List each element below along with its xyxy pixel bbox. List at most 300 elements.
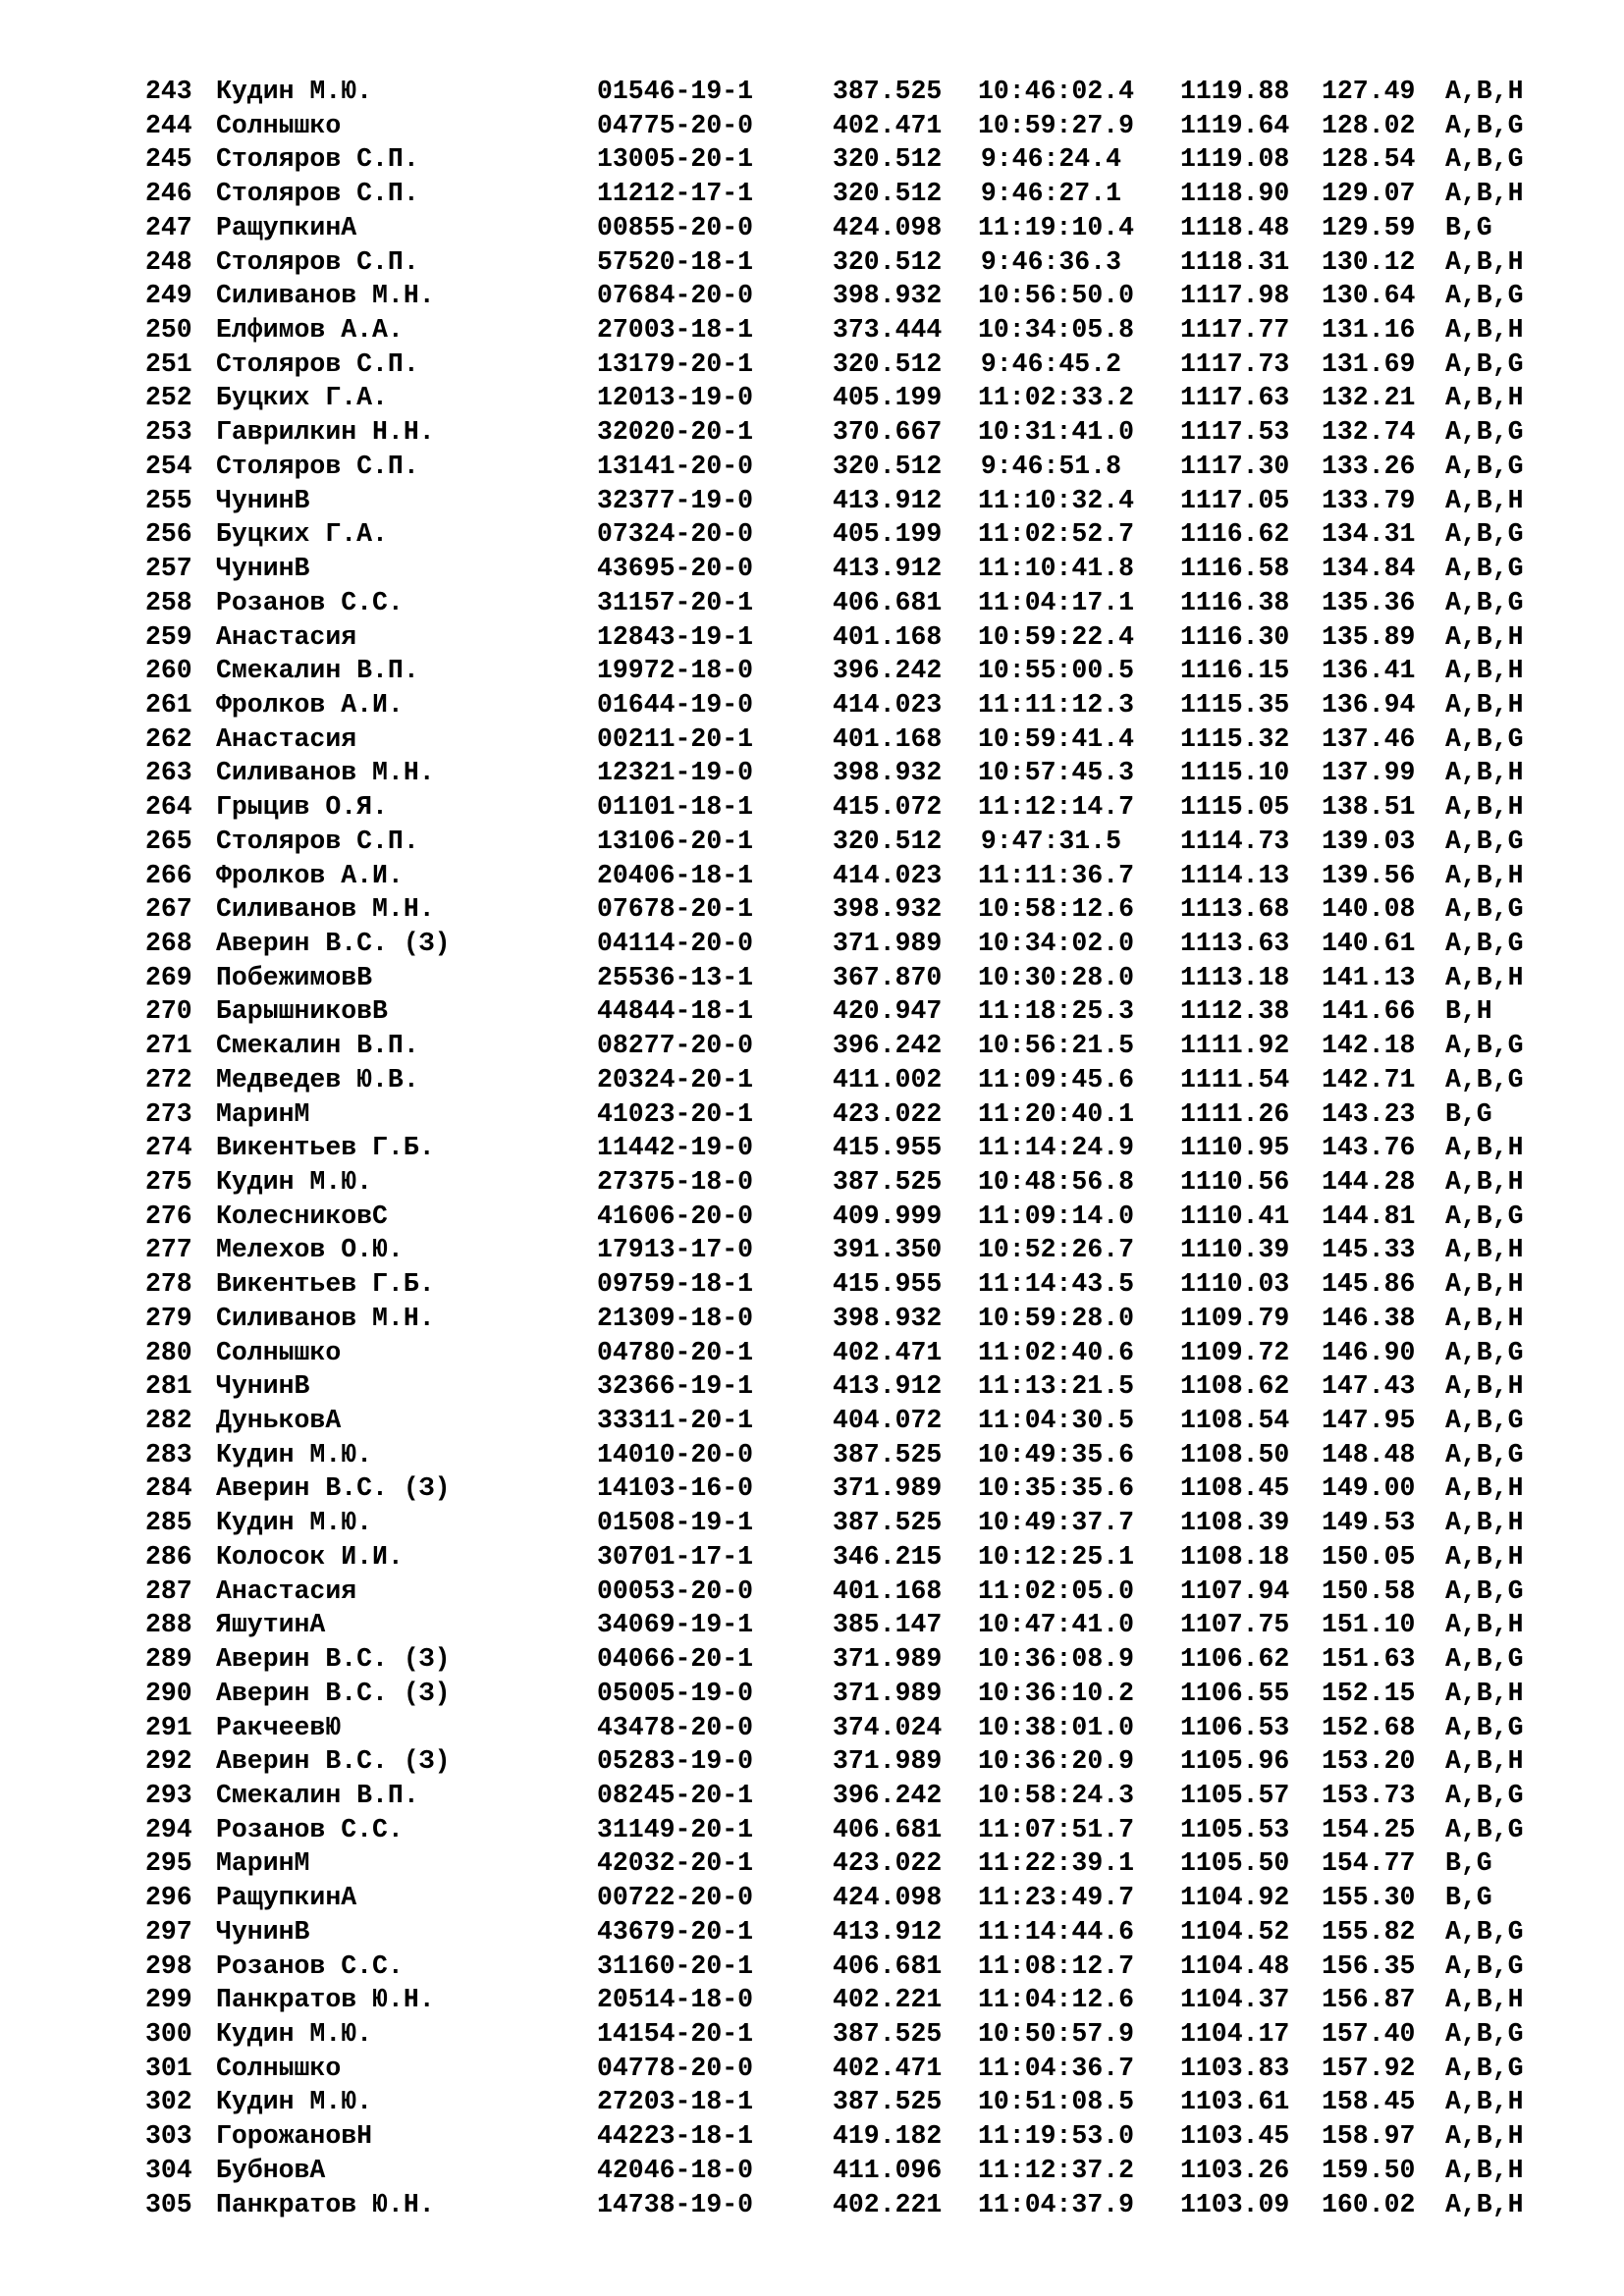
- classes: A,B,G: [1445, 587, 1524, 617]
- table-row: [145, 1029, 1559, 1063]
- points: 133.26: [1322, 451, 1416, 481]
- ring-number: 17913-17-0: [597, 1235, 754, 1265]
- fancier-name: Аверин В.С. (З): [216, 928, 451, 958]
- fancier-name: Анастасия: [216, 621, 357, 652]
- table-row: [145, 1949, 1559, 1984]
- row-number: 277: [145, 1235, 192, 1265]
- arrival-time: 10:59:27.9: [978, 110, 1135, 140]
- points: 147.43: [1322, 1371, 1416, 1402]
- speed: 1107.94: [1180, 1575, 1290, 1606]
- table-row: [145, 1336, 1559, 1370]
- arrival-time: 11:11:12.3: [978, 689, 1135, 720]
- points: 157.92: [1322, 2053, 1416, 2083]
- ring-number: 43695-20-0: [597, 554, 754, 584]
- speed: 1104.17: [1180, 2018, 1290, 2049]
- fancier-name: РащупкинА: [216, 212, 357, 242]
- distance: 401.168: [833, 1575, 943, 1606]
- points: 139.03: [1322, 826, 1416, 856]
- ring-number: 31157-20-1: [597, 587, 754, 617]
- classes: A,B,G: [1445, 144, 1524, 175]
- table-row: [145, 654, 1559, 688]
- row-number: 258: [145, 587, 192, 617]
- points: 156.87: [1322, 1985, 1416, 2015]
- speed: 1111.54: [1180, 1064, 1290, 1095]
- fancier-name: Анастасия: [216, 1575, 357, 1606]
- table-row: [145, 2154, 1559, 2188]
- classes: A,B,G: [1445, 1814, 1524, 1844]
- fancier-name: ЧунинВ: [216, 1916, 310, 1947]
- distance: 404.072: [833, 1406, 943, 1436]
- speed: 1103.45: [1180, 2121, 1290, 2152]
- classes: A,B,H: [1445, 1473, 1524, 1504]
- classes: A,B,H: [1445, 2087, 1524, 2117]
- distance: 420.947: [833, 996, 943, 1027]
- fancier-name: Смекалин В.П.: [216, 656, 419, 686]
- table-row: [145, 450, 1559, 484]
- points: 136.94: [1322, 689, 1416, 720]
- distance: 320.512: [833, 179, 943, 209]
- classes: A,B,H: [1445, 1371, 1524, 1402]
- speed: 1119.88: [1180, 77, 1290, 106]
- fancier-name: Аверин В.С. (З): [216, 1473, 451, 1504]
- ring-number: 57520-18-1: [597, 246, 754, 277]
- fancier-name: Мелехов О.Ю.: [216, 1235, 404, 1265]
- row-number: 283: [145, 1439, 192, 1469]
- arrival-time: 11:09:45.6: [978, 1064, 1135, 1095]
- classes: A,B,H: [1445, 179, 1524, 209]
- distance: 402.471: [833, 2053, 943, 2083]
- fancier-name: Столяров С.П.: [216, 451, 419, 481]
- ring-number: 04775-20-0: [597, 110, 754, 140]
- points: 147.95: [1322, 1406, 1416, 1436]
- distance: 415.072: [833, 792, 943, 823]
- table-row: [145, 2085, 1559, 2119]
- row-number: 305: [145, 2189, 192, 2219]
- arrival-time: 11:10:41.8: [978, 554, 1135, 584]
- distance: 320.512: [833, 826, 943, 856]
- classes: A,B,G: [1445, 894, 1524, 925]
- speed: 1118.48: [1180, 212, 1290, 242]
- speed: 1117.77: [1180, 315, 1290, 346]
- ring-number: 31160-20-1: [597, 1950, 754, 1981]
- points: 144.81: [1322, 1201, 1416, 1231]
- points: 152.15: [1322, 1678, 1416, 1708]
- fancier-name: ПобежимовВ: [216, 962, 373, 992]
- speed: 1108.18: [1180, 1541, 1290, 1572]
- distance: 413.912: [833, 1916, 943, 1947]
- table-row: [145, 2188, 1559, 2222]
- arrival-time: 11:04:12.6: [978, 1985, 1135, 2015]
- distance: 320.512: [833, 246, 943, 277]
- points: 153.20: [1322, 1746, 1416, 1777]
- table-row: [145, 1540, 1559, 1575]
- arrival-time: 11:11:36.7: [978, 860, 1135, 890]
- arrival-time: 10:59:28.0: [978, 1303, 1135, 1333]
- row-number: 247: [145, 212, 192, 242]
- table-row: [145, 517, 1559, 552]
- speed: 1118.31: [1180, 246, 1290, 277]
- row-number: 284: [145, 1473, 192, 1504]
- ring-number: 08245-20-1: [597, 1780, 754, 1810]
- table-row: [145, 1608, 1559, 1642]
- distance: 402.221: [833, 2189, 943, 2219]
- distance: 402.471: [833, 110, 943, 140]
- table-row: [145, 790, 1559, 825]
- ring-number: 13106-20-1: [597, 826, 754, 856]
- distance: 413.912: [833, 485, 943, 515]
- classes: A,B,H: [1445, 792, 1524, 823]
- table-row: [145, 1744, 1559, 1779]
- distance: 413.912: [833, 554, 943, 584]
- distance: 385.147: [833, 1610, 943, 1640]
- fancier-name: Панкратов Ю.Н.: [216, 2189, 435, 2219]
- table-row: [145, 313, 1559, 347]
- fancier-name: МаринМ: [216, 1098, 310, 1129]
- arrival-time: 10:56:21.5: [978, 1031, 1135, 1061]
- arrival-time: 10:55:00.5: [978, 656, 1135, 686]
- classes: A,B,H: [1445, 1269, 1524, 1300]
- table-row: [145, 586, 1559, 620]
- points: 139.56: [1322, 860, 1416, 890]
- classes: A,B,H: [1445, 962, 1524, 992]
- arrival-time: 11:19:10.4: [978, 212, 1135, 242]
- fancier-name: Гаврилкин Н.Н.: [216, 417, 435, 448]
- fancier-name: Буцких Г.А.: [216, 383, 388, 413]
- row-number: 272: [145, 1064, 192, 1095]
- speed: 1107.75: [1180, 1610, 1290, 1640]
- distance: 367.870: [833, 962, 943, 992]
- points: 134.31: [1322, 519, 1416, 550]
- points: 134.84: [1322, 554, 1416, 584]
- ring-number: 31149-20-1: [597, 1814, 754, 1844]
- ring-number: 00722-20-0: [597, 1883, 754, 1913]
- speed: 1105.57: [1180, 1780, 1290, 1810]
- distance: 401.168: [833, 621, 943, 652]
- points: 155.30: [1322, 1883, 1416, 1913]
- ring-number: 04778-20-0: [597, 2053, 754, 2083]
- speed: 1103.26: [1180, 2155, 1290, 2185]
- ring-number: 14010-20-0: [597, 1439, 754, 1469]
- arrival-time: 11:08:12.7: [978, 1950, 1135, 1981]
- row-number: 302: [145, 2087, 192, 2117]
- ring-number: 04114-20-0: [597, 928, 754, 958]
- speed: 1117.30: [1180, 451, 1290, 481]
- table-row: [145, 961, 1559, 995]
- arrival-time: 10:52:26.7: [978, 1235, 1135, 1265]
- distance: 320.512: [833, 451, 943, 481]
- fancier-name: Панкратов Ю.Н.: [216, 1985, 435, 2015]
- speed: 1117.05: [1180, 485, 1290, 515]
- points: 135.36: [1322, 587, 1416, 617]
- classes: A,B,H: [1445, 1610, 1524, 1640]
- distance: 371.989: [833, 1678, 943, 1708]
- speed: 1115.35: [1180, 689, 1290, 720]
- classes: A,B,G: [1445, 1644, 1524, 1675]
- arrival-time: 10:31:41.0: [978, 417, 1135, 448]
- arrival-time: 9:46:24.4: [980, 144, 1121, 175]
- distance: 373.444: [833, 315, 943, 346]
- distance: 320.512: [833, 348, 943, 379]
- classes: A,B,G: [1445, 1950, 1524, 1981]
- distance: 371.989: [833, 1746, 943, 1777]
- speed: 1110.56: [1180, 1167, 1290, 1197]
- speed: 1108.62: [1180, 1371, 1290, 1402]
- arrival-time: 10:51:08.5: [978, 2087, 1135, 2117]
- speed: 1118.90: [1180, 179, 1290, 209]
- row-number: 271: [145, 1031, 192, 1061]
- row-number: 274: [145, 1133, 192, 1163]
- row-number: 275: [145, 1167, 192, 1197]
- row-number: 290: [145, 1678, 192, 1708]
- fancier-name: Смекалин В.П.: [216, 1780, 419, 1810]
- fancier-name: Аверин В.С. (З): [216, 1678, 451, 1708]
- fancier-name: Колосок И.И.: [216, 1541, 404, 1572]
- distance: 387.525: [833, 1167, 943, 1197]
- classes: A,B,H: [1445, 2155, 1524, 2185]
- table-row: [145, 994, 1559, 1029]
- row-number: 297: [145, 1916, 192, 1947]
- points: 151.10: [1322, 1610, 1416, 1640]
- row-number: 303: [145, 2121, 192, 2152]
- table-row: [145, 1506, 1559, 1540]
- distance: 423.022: [833, 1098, 943, 1129]
- points: 157.40: [1322, 2018, 1416, 2049]
- classes: A,B,G: [1445, 348, 1524, 379]
- fancier-name: Грыцив О.Я.: [216, 792, 388, 823]
- points: 141.13: [1322, 962, 1416, 992]
- points: 151.63: [1322, 1644, 1416, 1675]
- speed: 1113.63: [1180, 928, 1290, 958]
- fancier-name: Викентьев Г.Б.: [216, 1269, 435, 1300]
- fancier-name: Смекалин В.П.: [216, 1031, 419, 1061]
- arrival-time: 11:22:39.1: [978, 1848, 1135, 1879]
- table-row: [145, 415, 1559, 450]
- classes: A,B,G: [1445, 110, 1524, 140]
- distance: 406.681: [833, 1950, 943, 1981]
- points: 140.61: [1322, 928, 1416, 958]
- ring-number: 07684-20-0: [597, 281, 754, 311]
- table-row: [145, 1369, 1559, 1404]
- table-row: [145, 1404, 1559, 1438]
- row-number: 243: [145, 77, 192, 106]
- arrival-time: 11:02:33.2: [978, 383, 1135, 413]
- ring-number: 32366-19-1: [597, 1371, 754, 1402]
- points: 160.02: [1322, 2189, 1416, 2219]
- distance: 398.932: [833, 281, 943, 311]
- distance: 411.096: [833, 2155, 943, 2185]
- ring-number: 25536-13-1: [597, 962, 754, 992]
- fancier-name: Кудин М.Ю.: [216, 1508, 373, 1538]
- speed: 1115.05: [1180, 792, 1290, 823]
- ring-number: 00855-20-0: [597, 212, 754, 242]
- table-row: [145, 1915, 1559, 1949]
- row-number: 294: [145, 1814, 192, 1844]
- row-number: 264: [145, 792, 192, 823]
- classes: A,B,G: [1445, 1439, 1524, 1469]
- table-row: [145, 1846, 1559, 1881]
- speed: 1116.62: [1180, 519, 1290, 550]
- ring-number: 13005-20-1: [597, 144, 754, 175]
- arrival-time: 9:46:51.8: [980, 451, 1121, 481]
- table-row: [145, 552, 1559, 586]
- distance: 320.512: [833, 144, 943, 175]
- speed: 1110.41: [1180, 1201, 1290, 1231]
- distance: 411.002: [833, 1064, 943, 1095]
- points: 128.02: [1322, 110, 1416, 140]
- points: 141.66: [1322, 996, 1416, 1027]
- speed: 1106.55: [1180, 1678, 1290, 1708]
- distance: 391.350: [833, 1235, 943, 1265]
- classes: A,B,G: [1445, 1780, 1524, 1810]
- distance: 387.525: [833, 1439, 943, 1469]
- points: 129.59: [1322, 212, 1416, 242]
- ring-number: 13179-20-1: [597, 348, 754, 379]
- row-number: 262: [145, 723, 192, 754]
- ring-number: 33311-20-1: [597, 1406, 754, 1436]
- points: 150.05: [1322, 1541, 1416, 1572]
- row-number: 249: [145, 281, 192, 311]
- distance: 371.989: [833, 1473, 943, 1504]
- fancier-name: Розанов С.С.: [216, 587, 404, 617]
- table-row: [145, 2017, 1559, 2052]
- distance: 423.022: [833, 1848, 943, 1879]
- arrival-time: 11:20:40.1: [978, 1098, 1135, 1129]
- arrival-time: 10:36:08.9: [978, 1644, 1135, 1675]
- fancier-name: КолесниковС: [216, 1201, 388, 1231]
- row-number: 251: [145, 348, 192, 379]
- ring-number: 41023-20-1: [597, 1098, 754, 1129]
- fancier-name: Столяров С.П.: [216, 144, 419, 175]
- ring-number: 13141-20-0: [597, 451, 754, 481]
- classes: A,B,G: [1445, 281, 1524, 311]
- arrival-time: 10:36:10.2: [978, 1678, 1135, 1708]
- distance: 398.932: [833, 894, 943, 925]
- table-row: [145, 1097, 1559, 1132]
- points: 159.50: [1322, 2155, 1416, 2185]
- arrival-time: 11:19:53.0: [978, 2121, 1135, 2152]
- speed: 1110.39: [1180, 1235, 1290, 1265]
- speed: 1116.15: [1180, 656, 1290, 686]
- ring-number: 07324-20-0: [597, 519, 754, 550]
- speed: 1116.58: [1180, 554, 1290, 584]
- arrival-time: 11:13:21.5: [978, 1371, 1135, 1402]
- row-number: 250: [145, 315, 192, 346]
- speed: 1105.96: [1180, 1746, 1290, 1777]
- arrival-time: 10:46:02.4: [978, 77, 1135, 106]
- fancier-name: ЧунинВ: [216, 1371, 310, 1402]
- arrival-time: 11:04:17.1: [978, 587, 1135, 617]
- classes: A,B,H: [1445, 1541, 1524, 1572]
- points: 131.69: [1322, 348, 1416, 379]
- table-row: [145, 279, 1559, 313]
- table-row: [145, 927, 1559, 961]
- row-number: 244: [145, 110, 192, 140]
- arrival-time: 11:02:52.7: [978, 519, 1135, 550]
- distance: 406.681: [833, 587, 943, 617]
- points: 132.21: [1322, 383, 1416, 413]
- fancier-name: Силиванов М.Н.: [216, 281, 435, 311]
- ring-number: 05283-19-0: [597, 1746, 754, 1777]
- table-row: [145, 1438, 1559, 1472]
- points: 136.41: [1322, 656, 1416, 686]
- row-number: 266: [145, 860, 192, 890]
- classes: A,B,G: [1445, 1916, 1524, 1947]
- classes: A,B,G: [1445, 554, 1524, 584]
- ring-number: 21309-18-0: [597, 1303, 754, 1333]
- points: 133.79: [1322, 485, 1416, 515]
- classes: B,G: [1445, 1883, 1492, 1913]
- classes: A,B,G: [1445, 723, 1524, 754]
- row-number: 260: [145, 656, 192, 686]
- fancier-name: Силиванов М.Н.: [216, 1303, 435, 1333]
- table-row: [145, 1165, 1559, 1200]
- ring-number: 08277-20-0: [597, 1031, 754, 1061]
- speed: 1105.53: [1180, 1814, 1290, 1844]
- row-number: 282: [145, 1406, 192, 1436]
- distance: 424.098: [833, 1883, 943, 1913]
- table-row: [145, 142, 1559, 177]
- points: 146.38: [1322, 1303, 1416, 1333]
- ring-number: 27003-18-1: [597, 315, 754, 346]
- row-number: 269: [145, 962, 192, 992]
- speed: 1116.30: [1180, 621, 1290, 652]
- speed: 1117.98: [1180, 281, 1290, 311]
- table-row: [145, 2052, 1559, 2086]
- fancier-name: Буцких Г.А.: [216, 519, 388, 550]
- table-row: [145, 1575, 1559, 1609]
- arrival-time: 11:12:14.7: [978, 792, 1135, 823]
- classes: A,B,H: [1445, 1678, 1524, 1708]
- arrival-time: 10:56:50.0: [978, 281, 1135, 311]
- arrival-time: 11:14:43.5: [978, 1269, 1135, 1300]
- arrival-time: 10:47:41.0: [978, 1610, 1135, 1640]
- arrival-time: 11:23:49.7: [978, 1883, 1135, 1913]
- points: 158.45: [1322, 2087, 1416, 2117]
- ring-number: 41606-20-0: [597, 1201, 754, 1231]
- speed: 1103.83: [1180, 2053, 1290, 2083]
- classes: A,B,G: [1445, 451, 1524, 481]
- arrival-time: 11:10:32.4: [978, 485, 1135, 515]
- ring-number: 19972-18-0: [597, 656, 754, 686]
- table-row: [145, 620, 1559, 655]
- fancier-name: Силиванов М.Н.: [216, 758, 435, 788]
- arrival-time: 11:02:05.0: [978, 1575, 1135, 1606]
- speed: 1104.52: [1180, 1916, 1290, 1947]
- points: 145.86: [1322, 1269, 1416, 1300]
- classes: A,B,G: [1445, 1201, 1524, 1231]
- speed: 1115.10: [1180, 758, 1290, 788]
- fancier-name: ЯшутинА: [216, 1610, 326, 1640]
- speed: 1112.38: [1180, 996, 1290, 1027]
- classes: A,B,G: [1445, 2018, 1524, 2049]
- fancier-name: Аверин В.С. (З): [216, 1746, 451, 1777]
- table-row: [145, 245, 1559, 280]
- distance: 371.989: [833, 928, 943, 958]
- row-number: 257: [145, 554, 192, 584]
- table-row: [145, 1200, 1559, 1234]
- speed: 1109.72: [1180, 1337, 1290, 1367]
- speed: 1105.50: [1180, 1848, 1290, 1879]
- fancier-name: ДуньковА: [216, 1406, 342, 1436]
- speed: 1103.61: [1180, 2087, 1290, 2117]
- distance: 405.199: [833, 519, 943, 550]
- table-row: [145, 1642, 1559, 1677]
- arrival-time: 10:34:05.8: [978, 315, 1135, 346]
- speed: 1114.13: [1180, 860, 1290, 890]
- points: 150.58: [1322, 1575, 1416, 1606]
- ring-number: 04066-20-1: [597, 1644, 754, 1675]
- points: 149.00: [1322, 1473, 1416, 1504]
